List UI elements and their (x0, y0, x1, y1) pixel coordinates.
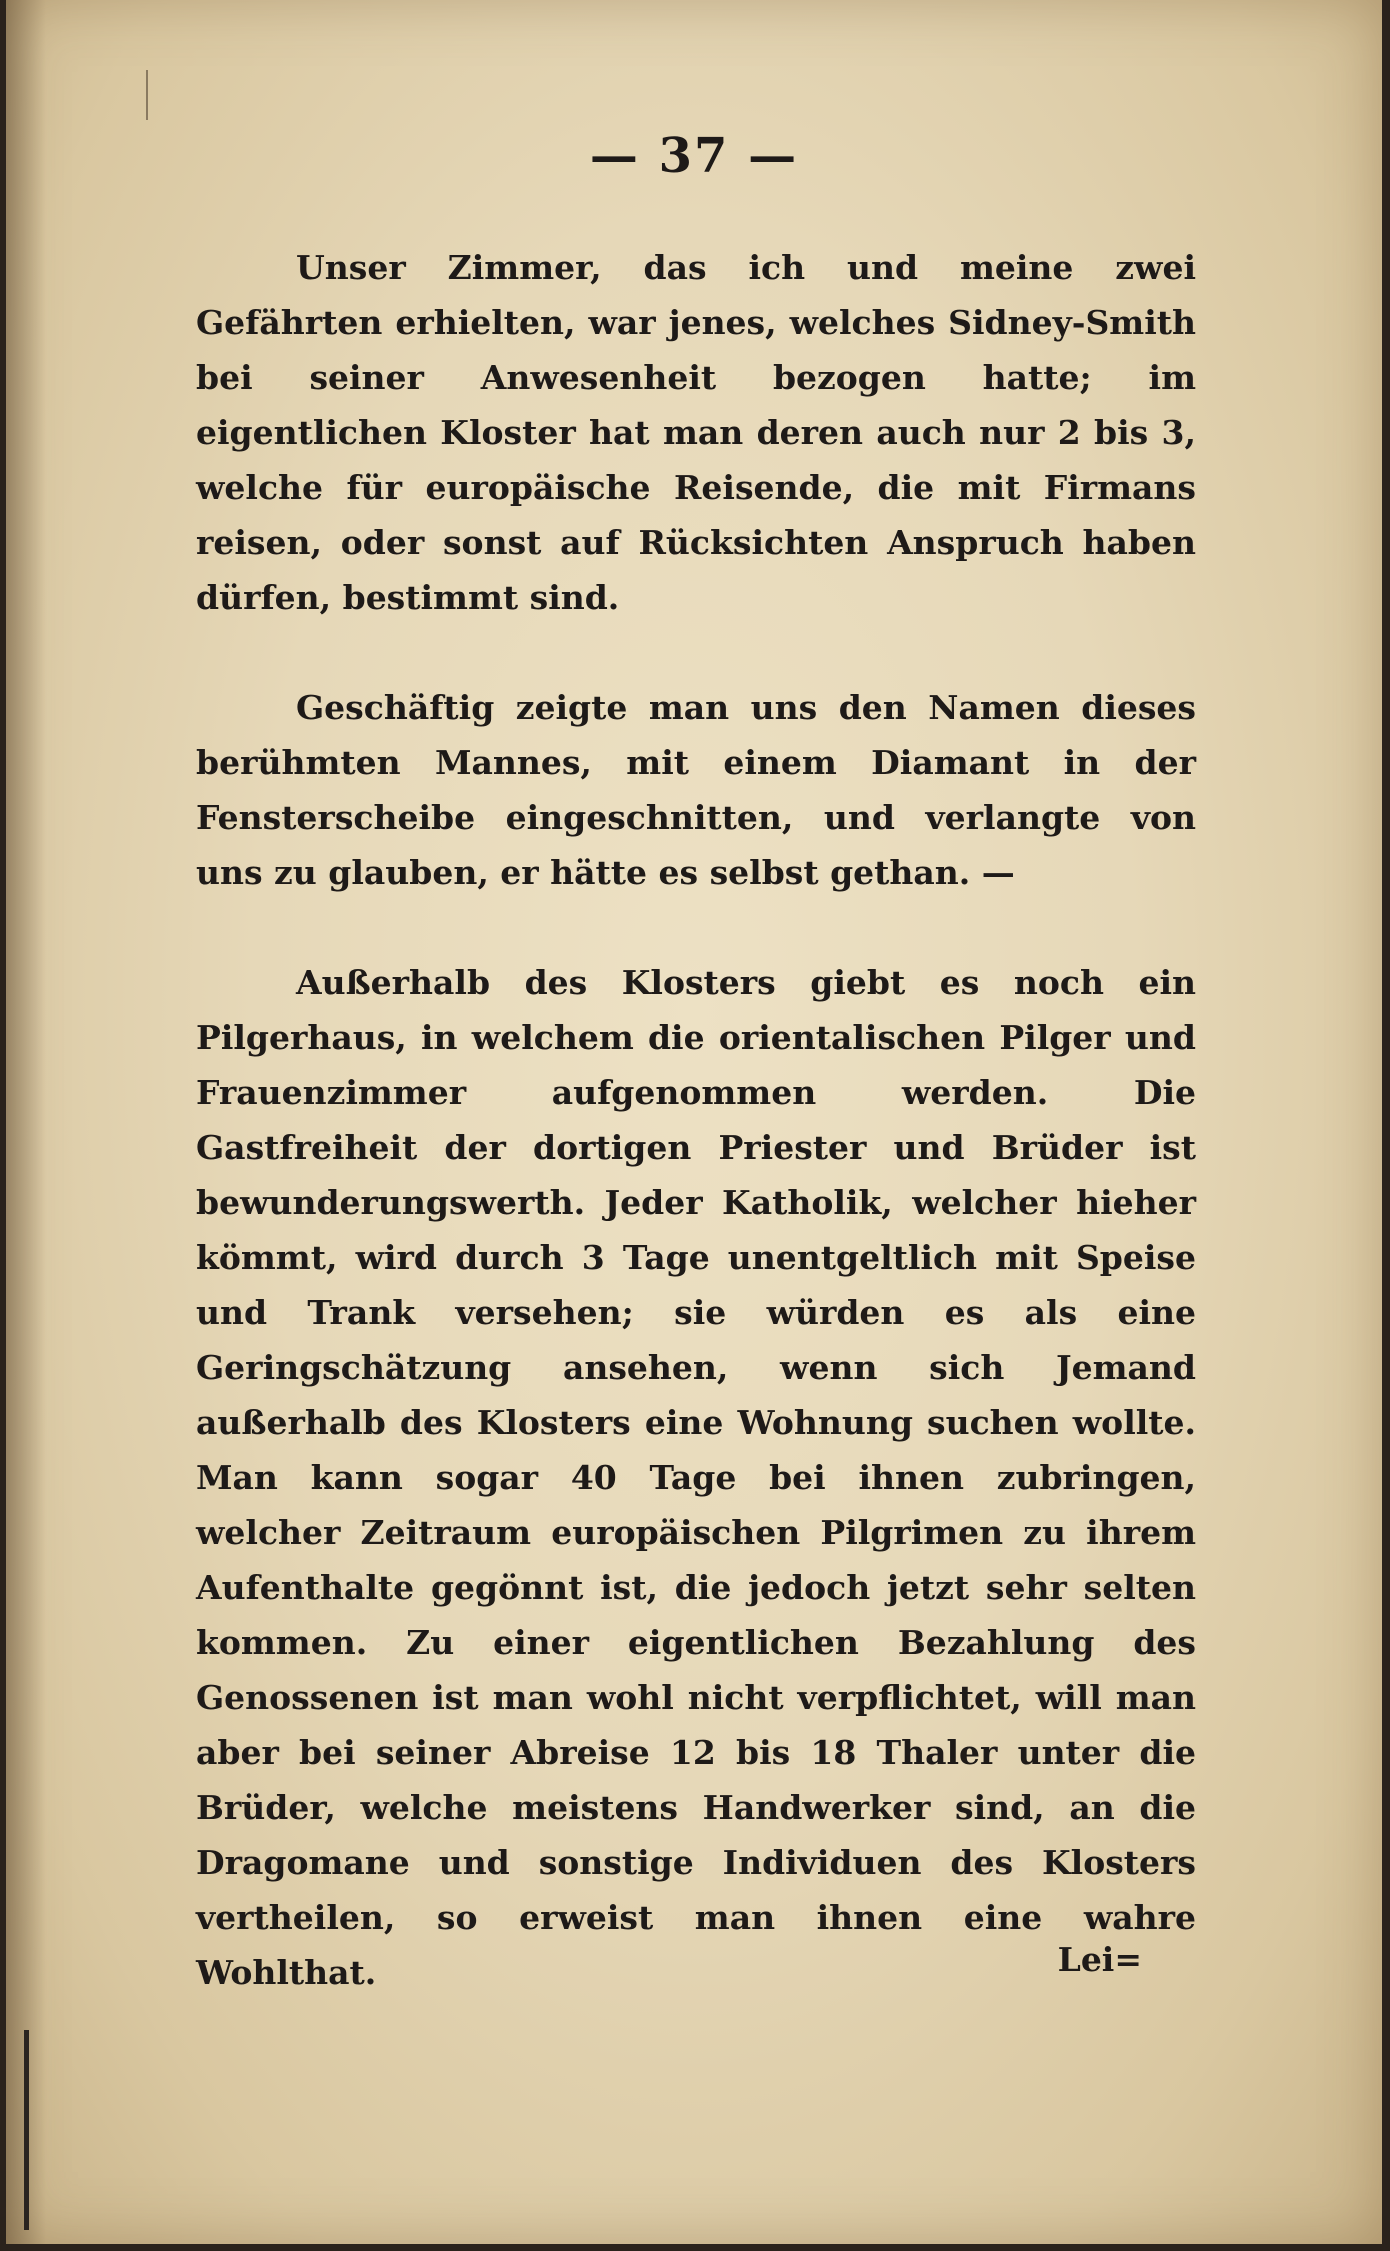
page-spine-shadow (6, 0, 46, 2244)
book-page (6, 0, 1382, 2244)
catchword: Lei= (1057, 1940, 1142, 1979)
top-margin-pencil-mark (146, 70, 148, 120)
left-margin-ink-mark (24, 2030, 29, 2230)
page-number: — 37 — (589, 128, 799, 184)
paragraph-window-name: Geschäftig zeigte man uns den Namen dieses berühmten Mannes, mit einem Diamant in der Fensterscheibe eingeschnitten, und verlangte von uns zu glauben, er hätte es selbst gethan. — (196, 688, 1196, 892)
paragraph-room: Unser Zimmer, das ich und meine zwei Gefährten erhielten, war jenes, welches Sidney-Smith bei seiner Anwesenheit bezogen hatte; im eigentlichen Kloster hat man deren auch nur 2 bis 3, welche für europäische Reisende, die mit Firmans reisen, oder sonst auf Rücksichten Anspruch haben dürfen, bestimmt sind. (196, 248, 1196, 617)
paragraph-pilgrim-house: Außerhalb des Klosters giebt es noch ein Pilgerhaus, in welchem die orientalischen Pilger und Frauenzimmer aufgenommen werden. Die Gastfreiheit der dortigen Priester und Brüder ist bewunderungswerth. Jeder Katholik, welcher hieher kömmt, wird durch 3 Tage unentgeltlich mit Speise und Trank versehen; sie würden es als eine Geringschätzung ansehen, wenn sich Jemand außerhalb des Klosters eine Wohnung suchen wollte. Man kann sogar 40 Tage bei ihnen zubringen, welcher Zeitraum europäischen Pilgrimen zu ihrem Aufenthalte gegönnt ist, die jedoch jetzt sehr selten kommen. Zu einer eigentlichen Bezahlung des Genossenen ist man wohl nicht verpflichtet, will man aber bei seiner Abreise 12 bis 18 Thaler unter die Brüder, welche meistens Handwerker sind, an die Dragomane und sonstige Individuen des Klosters vertheilen, so erweist man ihnen eine wahre Wohlthat. (196, 963, 1196, 1992)
body-text (196, 240, 1196, 2000)
